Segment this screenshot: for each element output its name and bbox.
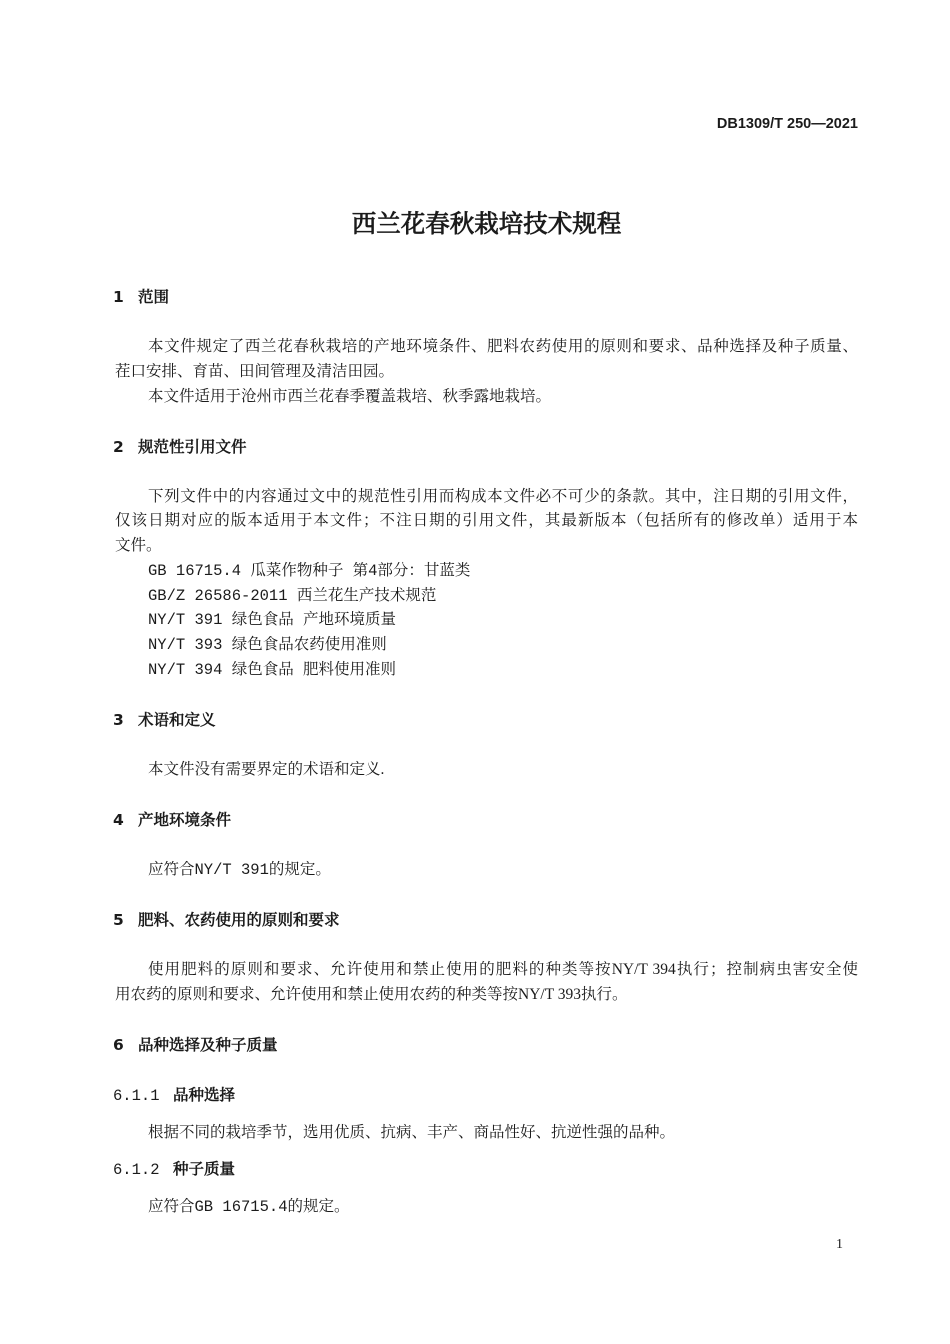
- paragraph-line: 本文件没有需要界定的术语和定义.: [148, 761, 385, 778]
- reference-item: NY/T 391 绿色食品 产地环境质量: [148, 611, 397, 629]
- section-heading-scope: [113, 287, 169, 307]
- page-number: 1: [836, 1237, 843, 1252]
- section-title: 产地环境条件: [138, 811, 232, 829]
- section-title: 范围: [138, 288, 170, 306]
- section-number: 6: [113, 1036, 124, 1054]
- document-code: DB1309/T 250—2021: [716, 116, 858, 132]
- subsection-heading-seed-quality: [113, 1159, 235, 1180]
- section-heading-fertilizer-pesticide: [113, 910, 340, 930]
- section-number: 1: [113, 288, 124, 306]
- section-number: 5: [113, 911, 124, 929]
- paragraph-line: 本文件规定了西兰花春秋栽培的产地环境条件、肥料农药使用的原则和要求、品种选择及种子质量、: [148, 338, 858, 355]
- paragraph-line: 文件。: [115, 537, 162, 554]
- section-number: 3: [113, 711, 124, 729]
- section-number: 4: [113, 811, 124, 829]
- subsection-number: 6.1.2: [113, 1161, 160, 1179]
- paragraph-line: 茬口安排、育苗、田间管理及清洁田园。: [115, 363, 395, 380]
- section-number: 2: [113, 438, 124, 456]
- section-heading-terms: [113, 710, 216, 730]
- reference-item: GB/Z 26586-2011 西兰花生产技术规范: [148, 587, 437, 605]
- section-heading-variety-seed: [113, 1035, 278, 1055]
- paragraph-line: 应符合NY/T 391的规定。: [148, 861, 331, 879]
- document-title: 西兰花春秋栽培技术规程: [351, 209, 622, 238]
- subsection-title: 种子质量: [173, 1160, 236, 1178]
- subsection-title: 品种选择: [173, 1086, 236, 1104]
- section-title: 规范性引用文件: [138, 438, 247, 456]
- paragraph-line: 根据不同的栽培季节，选用优质、抗病、丰产、商品性好、抗逆性强的品种。: [148, 1124, 676, 1141]
- paragraph-line: 应符合GB 16715.4的规定。: [148, 1198, 350, 1216]
- section-title: 术语和定义: [138, 711, 216, 729]
- reference-item: NY/T 394 绿色食品 肥料使用准则: [148, 661, 397, 679]
- section-title: 肥料、农药使用的原则和要求: [138, 911, 340, 929]
- reference-item: NY/T 393 绿色食品农药使用准则: [148, 636, 387, 654]
- subsection-number: 6.1.1: [113, 1087, 160, 1105]
- paragraph-line: 本文件适用于沧州市西兰花春季覆盖栽培、秋季露地栽培。: [148, 388, 552, 405]
- paragraph-line: 仅该日期对应的版本适用于本文件；不注日期的引用文件，其最新版本（包括所有的修改单）适用于本: [115, 512, 858, 529]
- section-heading-environment: [113, 810, 231, 830]
- paragraph-line: 用农药的原则和要求、允许使用和禁止使用农药的种类等按NY/T 393执行。: [115, 986, 628, 1003]
- paragraph-line: 使用肥料的原则和要求、允许使用和禁止使用的肥料的种类等按NY/T 394执行；控制病虫害安全使: [148, 961, 858, 978]
- section-heading-normative-references: [113, 437, 247, 457]
- subsection-heading-variety: [113, 1085, 235, 1106]
- paragraph-line: 下列文件中的内容通过文中的规范性引用而构成本文件必不可少的条款。其中，注日期的引用文件，: [148, 488, 858, 505]
- section-title: 品种选择及种子质量: [138, 1036, 278, 1054]
- reference-item: GB 16715.4 瓜菜作物种子 第4部分：甘蓝类: [148, 562, 471, 580]
